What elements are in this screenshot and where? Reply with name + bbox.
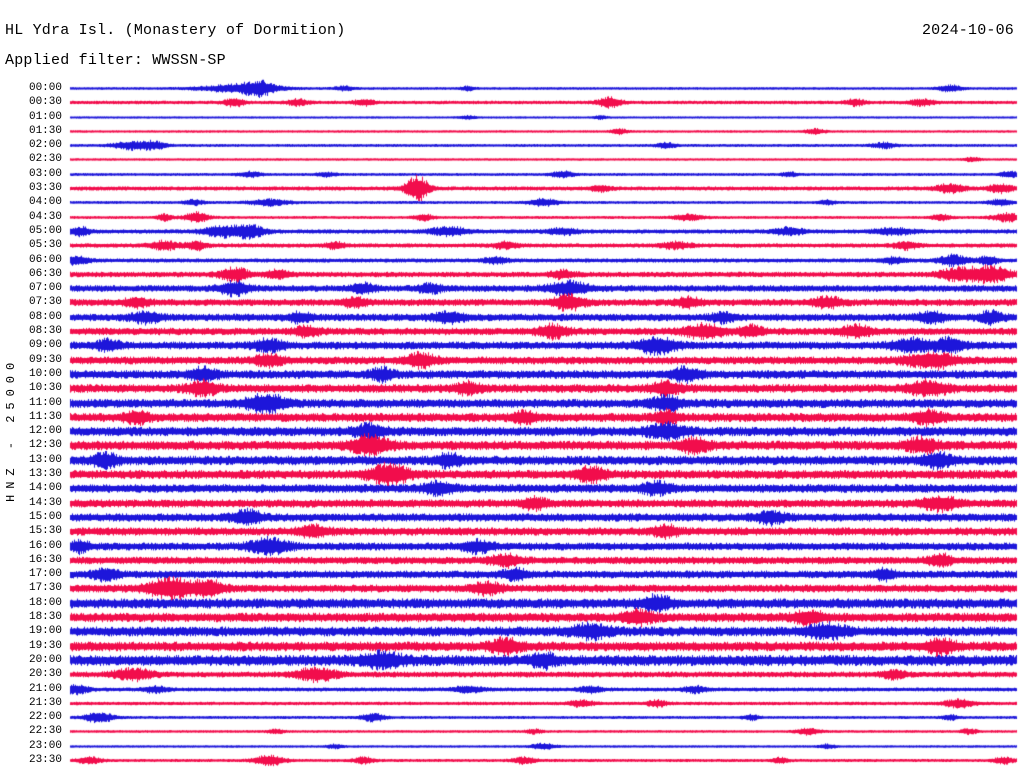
trace-time-label: 05:00 bbox=[28, 224, 62, 237]
date-label: 2024-10-06 bbox=[921, 22, 1014, 39]
trace-time-label: 15:30 bbox=[28, 525, 62, 538]
trace-time-label: 07:00 bbox=[28, 282, 62, 295]
trace-time-label: 07:30 bbox=[28, 296, 62, 309]
trace-time-label: 04:00 bbox=[28, 196, 62, 209]
trace-time-label: 06:30 bbox=[28, 267, 62, 280]
trace-time-label: 01:30 bbox=[28, 124, 62, 137]
station-title: HL Ydra Isl. (Monastery of Dormition) bbox=[5, 22, 346, 39]
trace-time-label: 18:00 bbox=[28, 596, 62, 609]
trace-time-label: 19:30 bbox=[28, 639, 62, 652]
trace-time-label: 00:30 bbox=[28, 96, 62, 109]
trace-time-label: 02:30 bbox=[28, 153, 62, 166]
trace-time-label: 20:00 bbox=[28, 653, 62, 666]
applied-filter-label: Applied filter: WWSSN-SP bbox=[5, 52, 226, 69]
trace-time-label: 22:00 bbox=[28, 711, 62, 724]
trace-time-label: 19:00 bbox=[28, 625, 62, 638]
trace-time-label: 21:00 bbox=[28, 682, 62, 695]
trace-time-label: 12:00 bbox=[28, 425, 62, 438]
trace-time-label: 01:00 bbox=[28, 110, 62, 123]
trace-time-label: 23:00 bbox=[28, 739, 62, 752]
trace-time-label: 14:00 bbox=[28, 482, 62, 495]
trace-time-label: 06:00 bbox=[28, 253, 62, 266]
trace-time-label: 15:00 bbox=[28, 510, 62, 523]
trace-time-label: 18:30 bbox=[28, 611, 62, 624]
trace-time-label: 00:00 bbox=[28, 82, 62, 94]
trace-time-label: 03:00 bbox=[28, 167, 62, 180]
trace-time-label: 23:30 bbox=[28, 754, 62, 766]
trace-time-label: 16:30 bbox=[28, 553, 62, 566]
trace-time-label: 14:30 bbox=[28, 496, 62, 509]
trace-time-label: 02:00 bbox=[28, 139, 62, 152]
trace-time-label: 16:00 bbox=[28, 539, 62, 552]
trace-time-label: 10:00 bbox=[28, 367, 62, 380]
trace-time-label: 22:30 bbox=[28, 725, 62, 738]
trace-time-label: 10:30 bbox=[28, 382, 62, 395]
trace-time-label: 13:30 bbox=[28, 468, 62, 481]
trace-time-label: 04:30 bbox=[28, 210, 62, 223]
trace-time-label: 21:30 bbox=[28, 696, 62, 709]
trace-time-label: 05:30 bbox=[28, 239, 62, 252]
channel-scale-label: HNZ - 25000 bbox=[4, 356, 18, 502]
trace-time-label: 08:30 bbox=[28, 325, 62, 338]
trace-time-label: 17:00 bbox=[28, 568, 62, 581]
trace-time-label: 11:30 bbox=[28, 410, 62, 423]
trace-time-label: 03:30 bbox=[28, 182, 62, 195]
trace-time-label: 09:00 bbox=[28, 339, 62, 352]
trace-time-label: 09:30 bbox=[28, 353, 62, 366]
trace-time-label: 11:00 bbox=[28, 396, 62, 409]
trace-time-label: 20:30 bbox=[28, 668, 62, 681]
trace-time-label: 12:30 bbox=[28, 439, 62, 452]
trace-time-label: 08:00 bbox=[28, 310, 62, 323]
trace-time-label: 17:30 bbox=[28, 582, 62, 595]
trace-time-label: 13:00 bbox=[28, 453, 62, 466]
